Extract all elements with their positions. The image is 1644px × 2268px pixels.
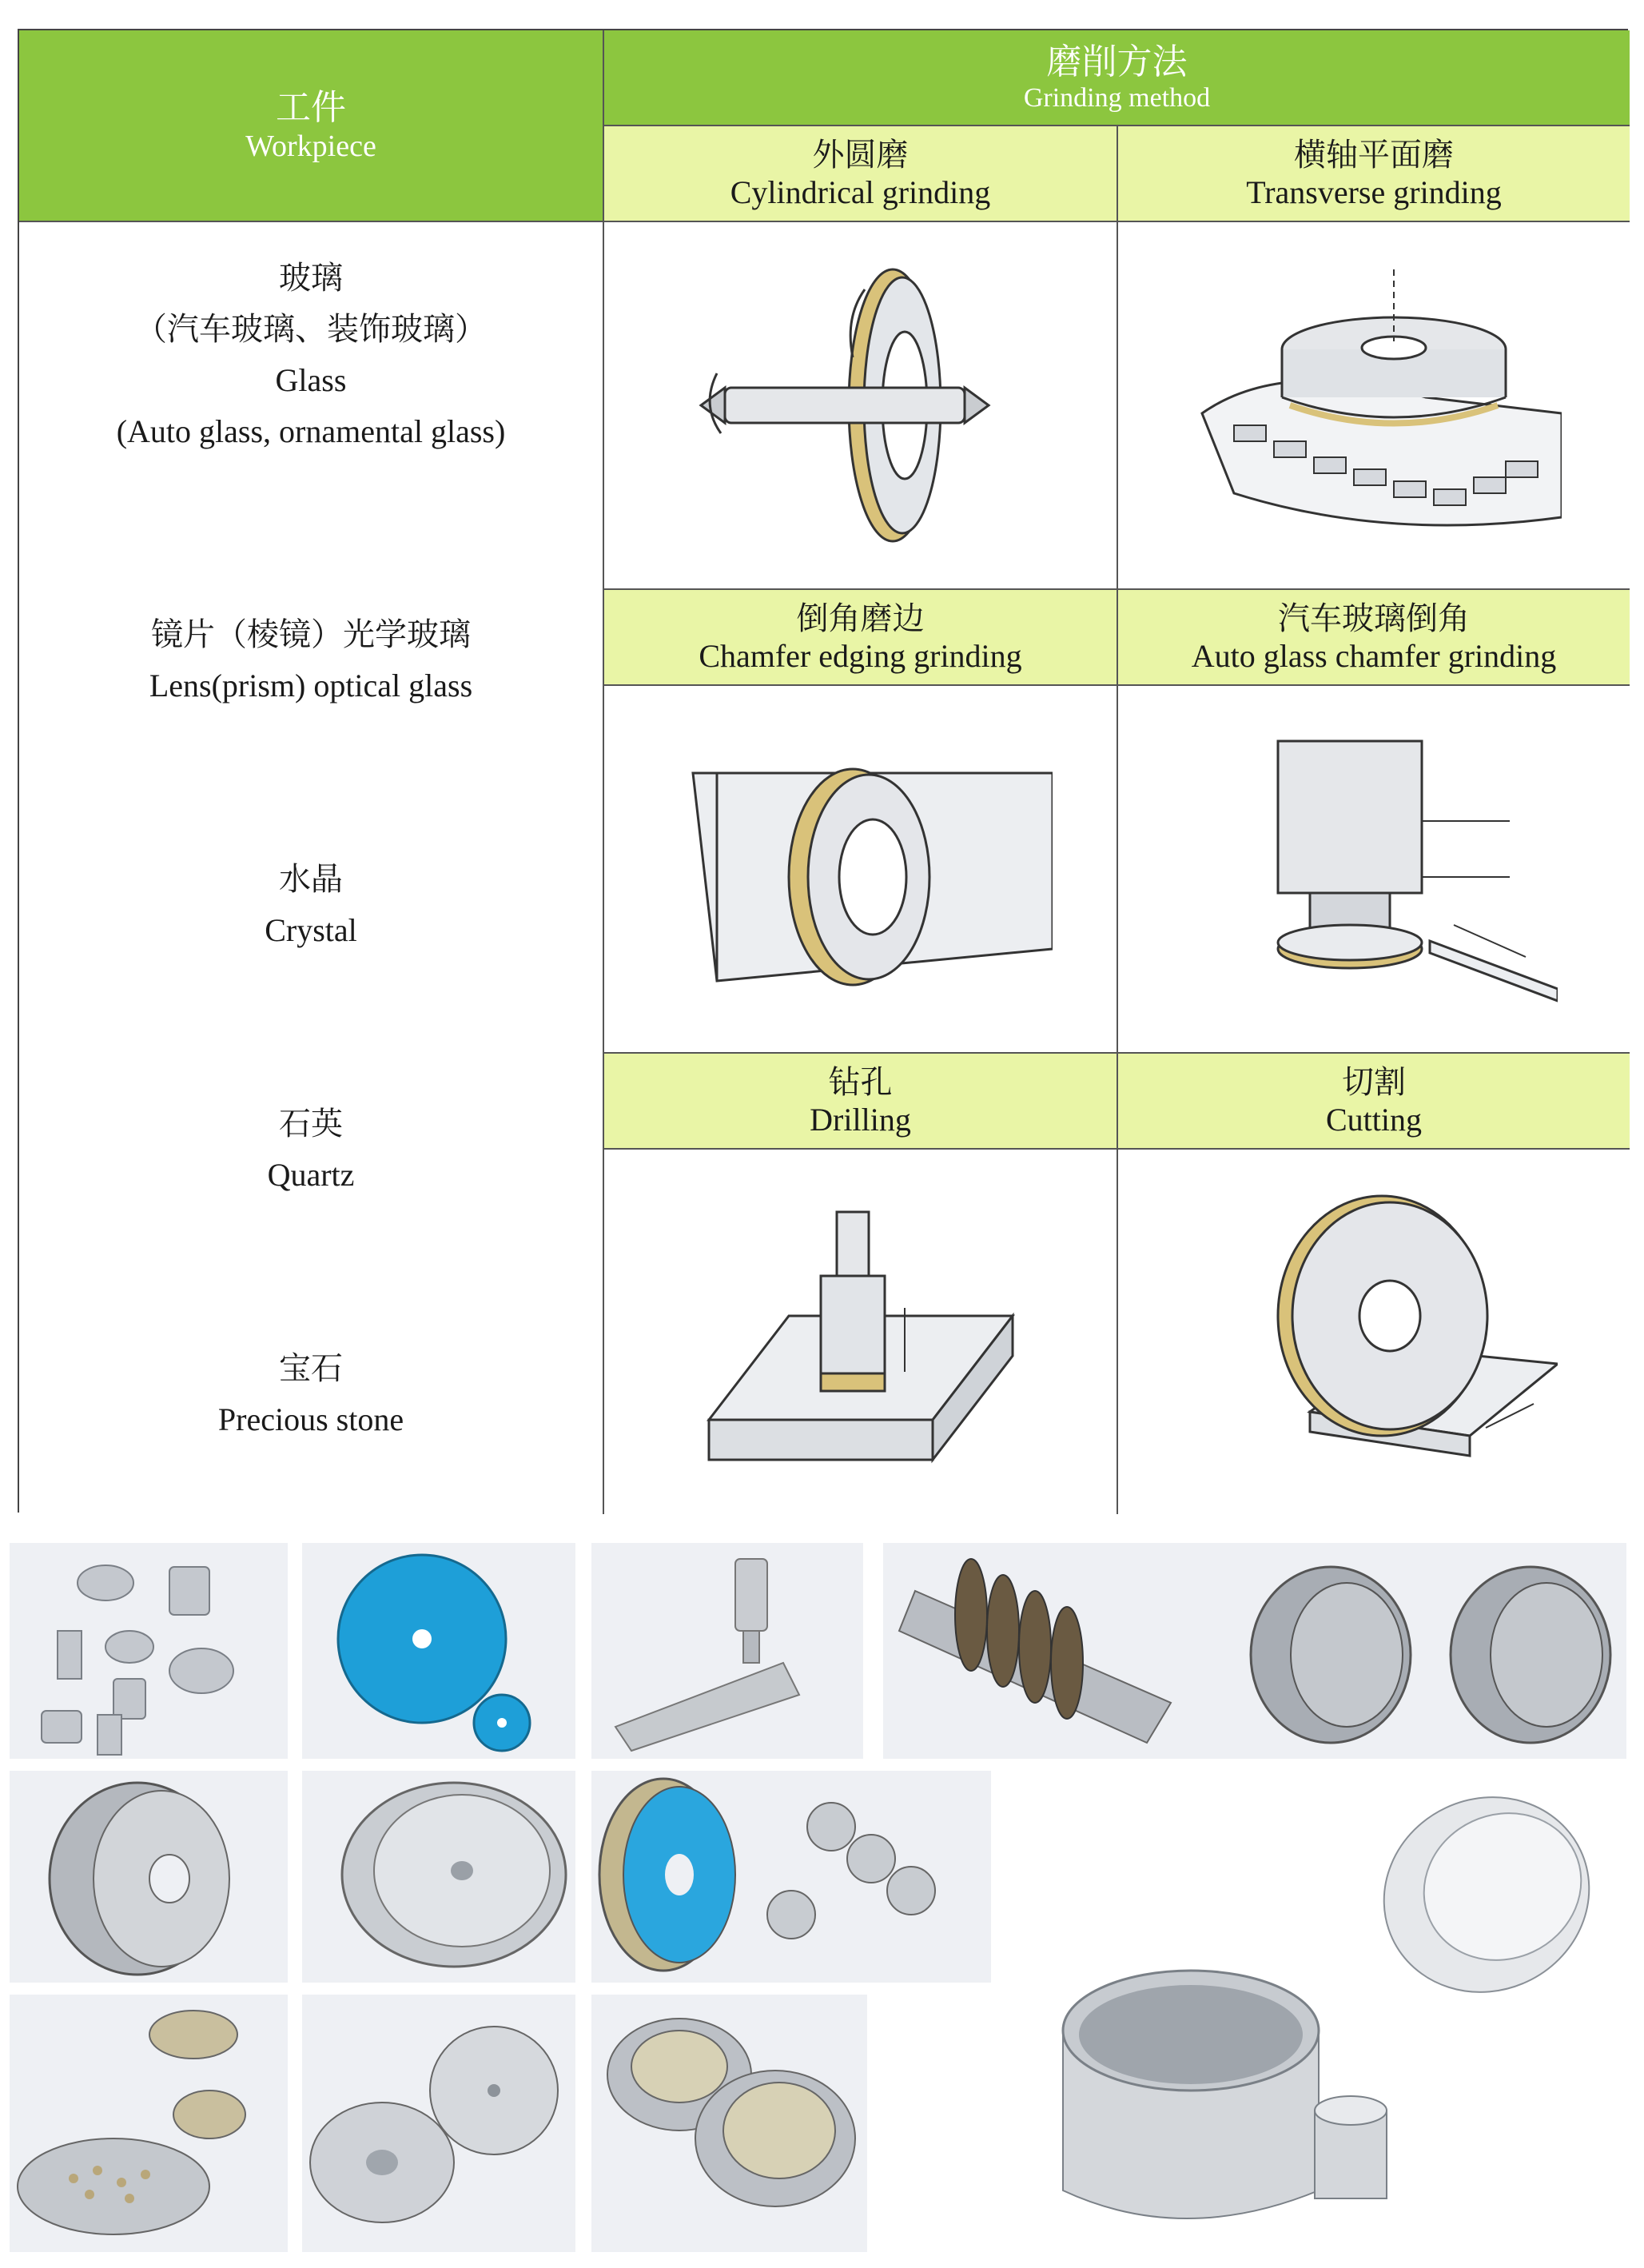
workpiece-header-zh: 工件 [276, 88, 346, 127]
grinding-method-header-zh: 磨削方法 [1046, 42, 1188, 82]
method-en: Cylindrical grinding [730, 174, 991, 210]
method-zh: 倒角磨边 [796, 600, 925, 636]
workpiece-lens [19, 609, 603, 711]
method-zh: 钻孔 [828, 1064, 893, 1100]
workpiece-zh: 石英 [279, 1106, 343, 1142]
workpiece-zh-detail: （汽车玻璃、装饰玻璃） [135, 311, 487, 347]
workpiece-zh: 玻璃 [279, 260, 343, 296]
method-header-drilling [604, 1054, 1118, 1150]
method-header-auto-glass-chamfer [1118, 590, 1630, 686]
photo-flat-discs [302, 1995, 575, 2252]
method-en: Cutting [1325, 1102, 1423, 1138]
grinding-method-table [18, 29, 1628, 1513]
photo-cup-wheel [302, 1771, 575, 1983]
workpiece-quartz [19, 1098, 603, 1201]
photo-core-drill-bits [10, 1543, 288, 1759]
photo-drill-bits-shank [591, 1543, 863, 1759]
workpiece-en: Quartz [267, 1157, 355, 1193]
auto-glass-chamfer-diagram [1118, 686, 1630, 1054]
method-header-transverse [1118, 126, 1630, 222]
method-header-cylindrical [604, 126, 1118, 222]
method-zh: 外圆磨 [812, 137, 909, 173]
workpiece-crystal [19, 854, 603, 956]
method-en: Transverse grinding [1246, 174, 1502, 210]
photo-segmented-saw-blade [302, 1543, 575, 1759]
workpiece-header-en: Workpiece [245, 130, 376, 163]
grinding-method-header-en: Grinding method [1023, 83, 1211, 113]
workpiece-header [19, 30, 604, 222]
workpiece-en: Crystal [265, 912, 357, 948]
method-zh: 切割 [1342, 1064, 1406, 1100]
workpiece-en: Lens(prism) optical glass [149, 668, 473, 704]
photo-pellet-plates [10, 1995, 288, 2252]
method-zh: 汽车玻璃倒角 [1278, 600, 1470, 636]
method-en: Chamfer edging grinding [699, 638, 1022, 674]
method-header-cutting [1118, 1054, 1630, 1150]
transverse-grinding-diagram [1118, 222, 1630, 590]
method-header-chamfer-edging [604, 590, 1118, 686]
workpiece-en-detail: (Auto glass, ornamental glass) [116, 413, 506, 449]
photo-multi-groove-wheel [10, 1771, 288, 1983]
method-en: Auto glass chamfer grinding [1191, 638, 1557, 674]
workpiece-glass [19, 253, 603, 457]
photo-core-drill-large [1039, 1775, 1626, 2254]
workpiece-column [19, 222, 604, 1514]
workpiece-en: Glass [275, 362, 347, 398]
method-en: Drilling [810, 1102, 911, 1138]
method-zh: 横轴平面磨 [1294, 137, 1454, 173]
cutting-diagram [1118, 1150, 1630, 1514]
workpiece-zh: 宝石 [279, 1350, 343, 1386]
workpiece-precious-stone [19, 1343, 603, 1445]
photo-blue-grinding-wheels [591, 1771, 991, 1983]
cylindrical-grinding-diagram [604, 222, 1118, 590]
chamfer-edging-diagram [604, 686, 1118, 1054]
grinding-method-header [604, 30, 1630, 126]
drilling-diagram [604, 1150, 1118, 1514]
workpiece-en: Precious stone [217, 1401, 404, 1437]
workpiece-zh: 镜片（棱镜）光学玻璃 [151, 616, 471, 652]
workpiece-zh: 水晶 [279, 861, 343, 897]
photo-cup-pellets [591, 1995, 867, 2252]
photo-profile-grinding-wheels [883, 1543, 1626, 1759]
